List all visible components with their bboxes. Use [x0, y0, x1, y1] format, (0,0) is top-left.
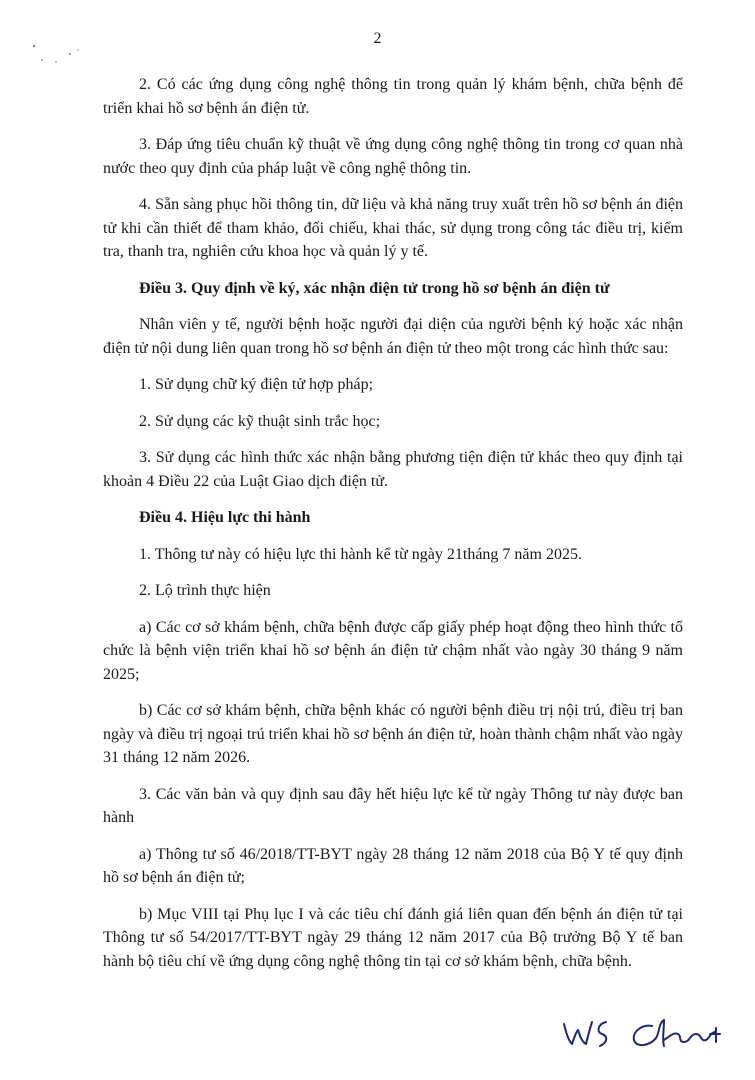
handwritten-signature: [560, 1010, 730, 1055]
paragraph: 3. Đáp ứng tiêu chuẩn kỹ thuật về ứng dụng công nghệ thông tin trong cơ quan nhà nước theo quy định của pháp luật về công nghệ thông tin.: [103, 136, 683, 177]
article-heading: Điều 3. Quy định về ký, xác nhận điện tử trong hồ sơ bệnh án điện tử: [139, 279, 610, 297]
paragraph: 2. Lộ trình thực hiện: [139, 582, 271, 599]
paragraph: a) Các cơ sở khám bệnh, chữa bệnh được cấp giấy phép hoạt động theo hình thức tổ chức là bệnh viện triển khai hồ sơ bệnh án điện tử chậm nhất vào ngày 30 tháng 9 năm 2025;: [103, 618, 683, 683]
paragraph: 3. Sử dụng các hình thức xác nhận bằng phương tiện điện tử khác theo quy định tại khoản 4 Điều 22 của Luật Giao dịch điện tử.: [103, 449, 683, 490]
paragraph: 4. Sẵn sàng phục hồi thông tin, dữ liệu và khả năng truy xuất trên hồ sơ bệnh án điện tử khi cần thiết để tham khảo, đối chiếu, khai thác, sử dụng trong công tác điều trị, kiểm tra, thanh tra, nghiên cứu khoa học và quản lý y tế.: [103, 196, 683, 260]
paragraph: 1. Thông tư này có hiệu lực thi hành kể từ ngày 21tháng 7 năm 2025.: [139, 545, 582, 563]
paragraph: Nhân viên y tế, người bệnh hoặc người đại diện của người bệnh ký hoặc xác nhận điện tử nội dung liên quan trong hồ sơ bệnh án điện tử theo một trong các hình thức sau:: [103, 316, 683, 357]
article-heading: Điều 4. Hiệu lực thi hành: [139, 509, 311, 526]
paragraph: 3. Các văn bản và quy định sau đây hết hiệu lực kể từ ngày Thông tư này được ban hành: [103, 785, 683, 826]
paragraph: 2. Sử dụng các kỹ thuật sinh trắc học;: [139, 412, 381, 430]
paragraph: b) Mục VIII tại Phụ lục I và các tiêu chí đánh giá liên quan đến bệnh án điện tử tại Thông tư số 54/2017/TT-BYT ngày 29 tháng 12 năm 2017 của Bộ trưởng Bộ Y tế ban hành bộ tiêu chí về ứng dụng công nghệ thông tin tại cơ sở khám bệnh, chữa bệnh.: [103, 905, 683, 970]
document-body: [103, 73, 683, 986]
paragraph: 1. Sử dụng chữ ký điện tử hợp pháp;: [139, 376, 374, 393]
paragraph: b) Các cơ sở khám bệnh, chữa bệnh khác có người bệnh điều trị nội trú, điều trị ban ngày và điều trị ngoại trú triển khai hồ sơ bệnh án điện tử, hoàn thành chậm nhất vào ngày 31 tháng 12 năm 2026.: [103, 702, 683, 766]
paragraph: a) Thông tư số 46/2018/TT-BYT ngày 28 tháng 12 năm 2018 của Bộ Y tế quy định hồ sơ bệnh án điện tử;: [103, 845, 683, 886]
page-number: 2: [373, 30, 382, 47]
paragraph: 2. Có các ứng dụng công nghệ thông tin trong quản lý khám bệnh, chữa bệnh để triển khai hồ sơ bệnh án điện tử.: [103, 76, 683, 117]
